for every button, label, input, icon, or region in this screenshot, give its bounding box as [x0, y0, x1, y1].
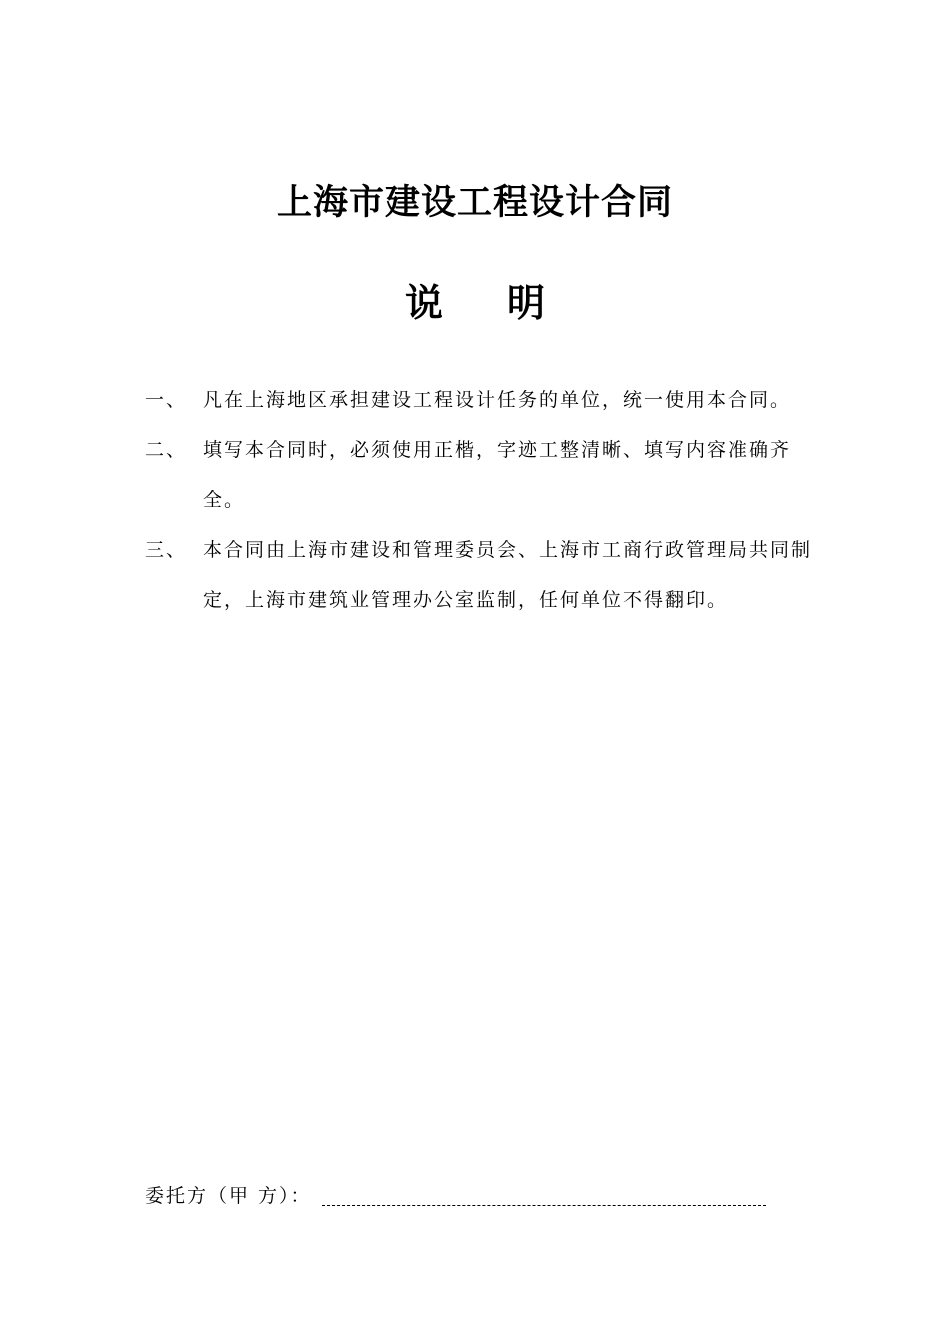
client-party-label: 委托方（甲 方）：	[145, 1185, 312, 1207]
subtitle-char-1: 说	[404, 281, 443, 325]
list-item-text: 填写本合同时，必须使用正楷，字迹工整清晰、填写内容准确齐全。	[203, 439, 792, 511]
subtitle-char-2: 明	[507, 281, 546, 325]
list-item	[145, 425, 825, 525]
document-title: 上海市建设工程设计合同	[276, 183, 673, 223]
list-item-number: 一、	[145, 389, 188, 411]
list-item-text: 凡在上海地区承担建设工程设计任务的单位，统一使用本合同。	[203, 389, 792, 411]
document-subtitle	[0, 276, 950, 330]
signature-line	[145, 1176, 766, 1216]
list-item-number: 二、	[145, 439, 188, 461]
list-item-number: 三、	[145, 539, 188, 561]
list-item	[145, 525, 825, 625]
list-item	[145, 375, 825, 425]
client-party-blank-field[interactable]	[322, 1204, 766, 1206]
list-item-text: 本合同由上海市建设和管理委员会、上海市工商行政管理局共同制定，上海市建筑业管理办公室监制，任何单位不得翻印。	[203, 539, 813, 611]
